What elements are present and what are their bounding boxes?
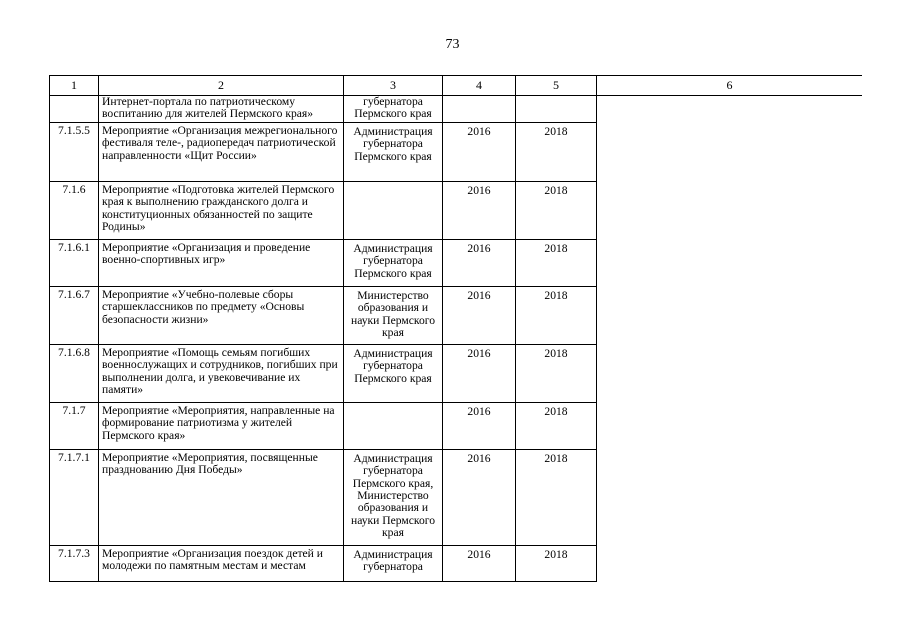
- row-number: 7.1.6.7: [50, 286, 99, 344]
- executor: [344, 181, 443, 239]
- row-number: [50, 96, 99, 123]
- activity-name: Интернет-портала по патриотическому воспитанию для жителей Пермского края»: [99, 96, 344, 123]
- header-col-2: 2: [99, 76, 344, 96]
- start-year: 2016: [443, 449, 516, 545]
- start-year: 2016: [443, 181, 516, 239]
- row-number: 7.1.7: [50, 402, 99, 449]
- table-row: [50, 96, 863, 123]
- row-number: 7.1.6: [50, 181, 99, 239]
- end-year: 2018: [516, 344, 597, 402]
- end-year: [516, 96, 597, 123]
- executor: Администрация губернатора Пермского края: [344, 344, 443, 402]
- executor: губернатора Пермского края: [344, 96, 443, 123]
- row-number: 7.1.7.1: [50, 449, 99, 545]
- executor: Администрация губернатора: [344, 545, 443, 581]
- header-col-4: 4: [443, 76, 516, 96]
- header-col-3: 3: [344, 76, 443, 96]
- start-year: [443, 96, 516, 123]
- activity-name: Мероприятие «Учебно-полевые сборы старшеклассников по предмету «Основы безопасности жизни»: [99, 286, 344, 344]
- row-number: 7.1.5.5: [50, 122, 99, 181]
- end-year: 2018: [516, 449, 597, 545]
- header-col-1: 1: [50, 76, 99, 96]
- end-year: 2018: [516, 181, 597, 239]
- end-year: 2018: [516, 286, 597, 344]
- executor: Министерство образования и науки Пермского края: [344, 286, 443, 344]
- page-number: 73: [445, 37, 460, 52]
- start-year: 2016: [443, 286, 516, 344]
- activity-name: Мероприятие «Мероприятия, посвященные празднованию Дня Победы»: [99, 449, 344, 545]
- executor: Администрация губернатора Пермского края: [344, 239, 443, 286]
- activity-name: Мероприятие «Организация поездок детей и молодежи по памятным местам и местам: [99, 545, 344, 581]
- header-col-5: 5: [516, 76, 597, 96]
- end-year: 2018: [516, 122, 597, 181]
- start-year: 2016: [443, 122, 516, 181]
- column-6-cell: [597, 96, 863, 582]
- executor: Администрация губернатора Пермского края: [344, 122, 443, 181]
- start-year: 2016: [443, 402, 516, 449]
- executor: [344, 402, 443, 449]
- executor: Администрация губернатора Пермского края, Министерство образования и науки Пермского края: [344, 449, 443, 545]
- row-number: 7.1.6.8: [50, 344, 99, 402]
- activity-name: Мероприятие «Организация межрегионального фестиваля теле-, радиопередач патриотической направленности «Щит России»: [99, 122, 344, 181]
- start-year: 2016: [443, 545, 516, 581]
- header-row: [50, 76, 863, 96]
- activity-name: Мероприятие «Помощь семьям погибших военнослужащих и сотрудников, погибших при выполнении долга, и увековечивание их памяти»: [99, 344, 344, 402]
- start-year: 2016: [443, 344, 516, 402]
- row-number: 7.1.6.1: [50, 239, 99, 286]
- header-col-6: 6: [597, 76, 863, 96]
- end-year: 2018: [516, 545, 597, 581]
- row-number: 7.1.7.3: [50, 545, 99, 581]
- activity-name: Мероприятие «Организация и проведение военно-спортивных игр»: [99, 239, 344, 286]
- activity-name: Мероприятие «Мероприятия, направленные на формирование патриотизма у жителей Пермского края»: [99, 402, 344, 449]
- end-year: 2018: [516, 239, 597, 286]
- program-table-sheet: [49, 75, 862, 588]
- activity-name: Мероприятие «Подготовка жителей Пермского края к выполнению гражданского долга и конституционных обязанностей по защите Родины»: [99, 181, 344, 239]
- end-year: 2018: [516, 402, 597, 449]
- start-year: 2016: [443, 239, 516, 286]
- program-table: [49, 75, 862, 582]
